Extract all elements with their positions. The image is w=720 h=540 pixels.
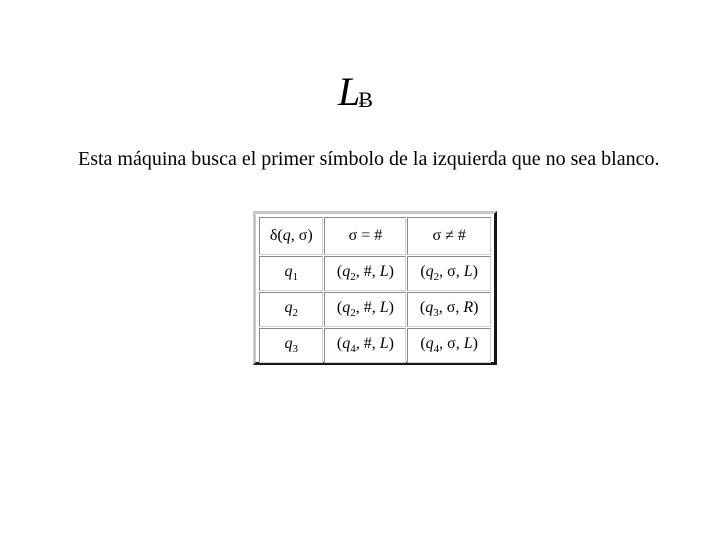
table-row [259, 256, 491, 291]
header-sigma-equals-blank: σ = # [324, 217, 406, 255]
slide-title [338, 69, 375, 114]
state-cell: $q_2$ [259, 292, 323, 327]
description-text: Esta máquina busca el primer símbolo de la izquierda que no sea blanco. [78, 148, 660, 170]
title-main: L [338, 69, 361, 114]
table-row [259, 292, 491, 327]
header-sigma-not-blank: σ ≠ # [407, 217, 491, 255]
transition-cell-eq: ($q_2$, #, L) [324, 256, 406, 291]
table-header-row [259, 217, 491, 255]
transition-table-frame [253, 211, 497, 365]
state-cell: $q_3$ [259, 328, 323, 363]
transition-cell-neq: ($q_2$, σ, L) [407, 256, 491, 291]
transition-table [258, 216, 492, 364]
transition-cell-neq: ($q_4$, σ, L) [407, 328, 491, 363]
table-row [259, 328, 491, 363]
state-cell: $q_1$ [259, 256, 323, 291]
blank-symbol: Ƀ [358, 87, 373, 112]
transition-cell-eq: ($q_2$, #, L) [324, 292, 406, 327]
transition-cell-eq: ($q_4$, #, L) [324, 328, 406, 363]
header-delta: δ(q, σ) [259, 217, 323, 255]
transition-cell-neq: ($q_3$, σ, R) [407, 292, 491, 327]
